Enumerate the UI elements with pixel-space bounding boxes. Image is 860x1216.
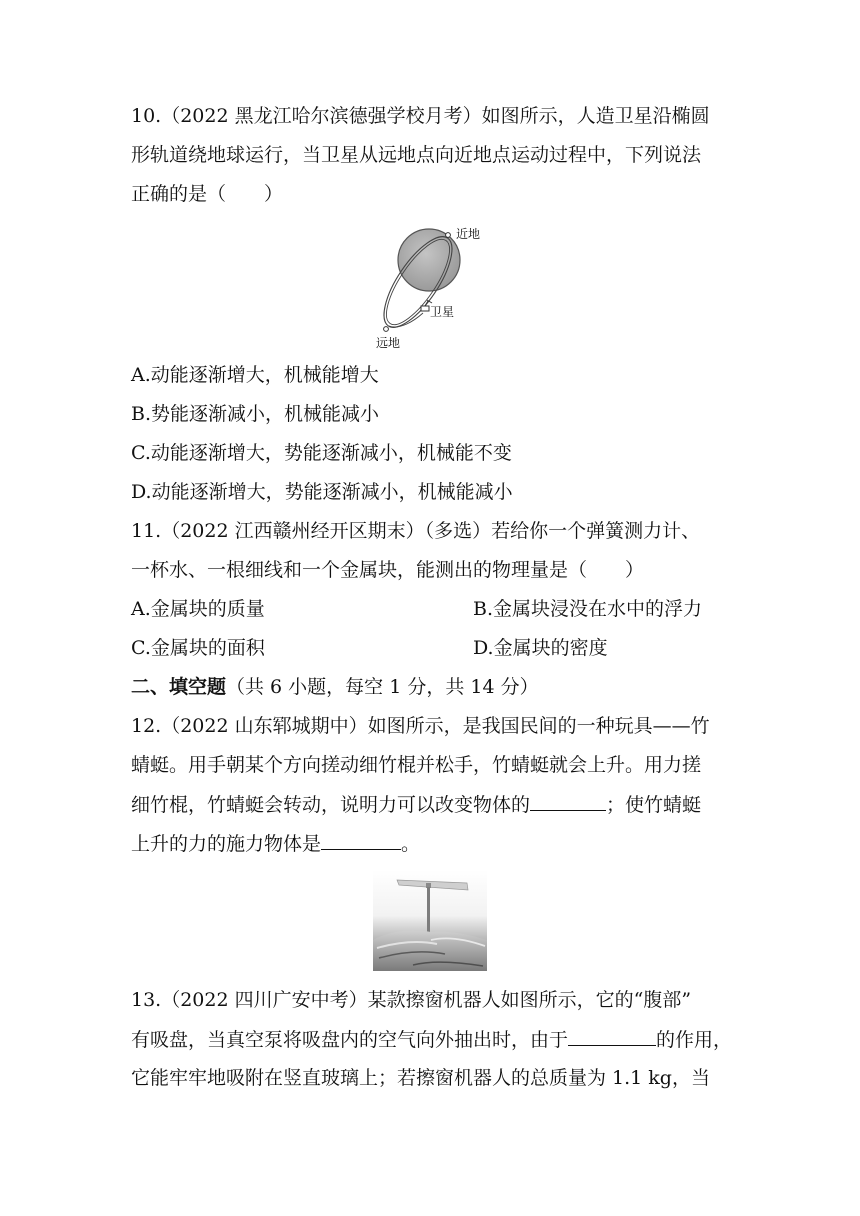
section-title: 二、填空题 [131, 676, 227, 698]
q13-stem-line3: 它能牢牢地吸附在竖直玻璃上；若擦窗机器人的总质量为 1.1 kg，当 [131, 1067, 710, 1089]
perigee-point [446, 233, 451, 238]
q10-option-d: D.动能逐渐增大，势能逐渐减小，机械能减小 [131, 481, 513, 503]
q13-stem-line1: 13.（2022 四川广安中考）某款擦窗机器人如图所示，它的“腹部” [131, 989, 692, 1011]
q11-option-c: C.金属块的面积 [131, 637, 265, 659]
bamboo-dragonfly-photo [373, 870, 487, 971]
satellite-orbit-figure [370, 218, 490, 352]
apogee-point [384, 327, 389, 332]
section-note: （共 6 小题，每空 1 分，共 14 分） [226, 676, 539, 698]
label-perigee: 近地 [456, 227, 481, 241]
q11-stem-line1: 11.（2022 江西赣州经开区期末）（多选）若给你一个弹簧测力计、 [131, 520, 701, 542]
label-satellite: 卫星 [430, 305, 455, 319]
q10-stem-line2: 形轨道绕地球运行，当卫星从远地点向近地点运动过程中，下列说法 [131, 144, 702, 166]
q11-option-d: D.金属块的密度 [473, 637, 608, 659]
hands [373, 930, 487, 971]
answer-blank-1[interactable] [530, 792, 606, 811]
label-apogee: 远地 [376, 336, 401, 350]
q10-stem-line3: 正确的是（ ） [131, 183, 284, 205]
q13-stem-line2: 有吸盘，当真空泵将吸盘内的空气向外抽出时，由于 的作用， [131, 1029, 733, 1051]
q12-stem-line3: 细竹棍，竹蜻蜓会转动，说明力可以改变物体的 ；使竹蜻蜓 [131, 794, 702, 816]
q10-option-b: B.势能逐渐减小，机械能减小 [131, 403, 380, 425]
section-heading [131, 675, 539, 699]
q11-option-b: B.金属块浸没在水中的浮力 [473, 598, 703, 620]
q12-stem-line2: 蜻蜓。用手朝某个方向搓动细竹棍并松手，竹蜻蜓就会上升。用力搓 [131, 754, 702, 776]
q12-stem-line1: 12.（2022 山东郓城期中）如图所示，是我国民间的一种玩具——竹 [131, 715, 710, 737]
answer-blank-3[interactable] [568, 1027, 656, 1046]
q10-stem-line1: 10.（2022 黑龙江哈尔滨德强学校月考）如图所示，人造卫星沿椭圆 [131, 105, 710, 127]
q10-option-a: A.动能逐渐增大，机械能增大 [131, 364, 379, 386]
q12-stem-line4: 上升的力的施力物体是 。 [131, 833, 421, 855]
q11-stem-line2: 一杯水、一根细线和一个金属块，能测出的物理量是（ ） [131, 559, 645, 581]
answer-blank-2[interactable] [321, 831, 401, 850]
q11-option-a: A.金属块的质量 [131, 598, 265, 620]
q10-option-c: C.动能逐渐增大，势能逐渐减小，机械能不变 [131, 442, 512, 464]
